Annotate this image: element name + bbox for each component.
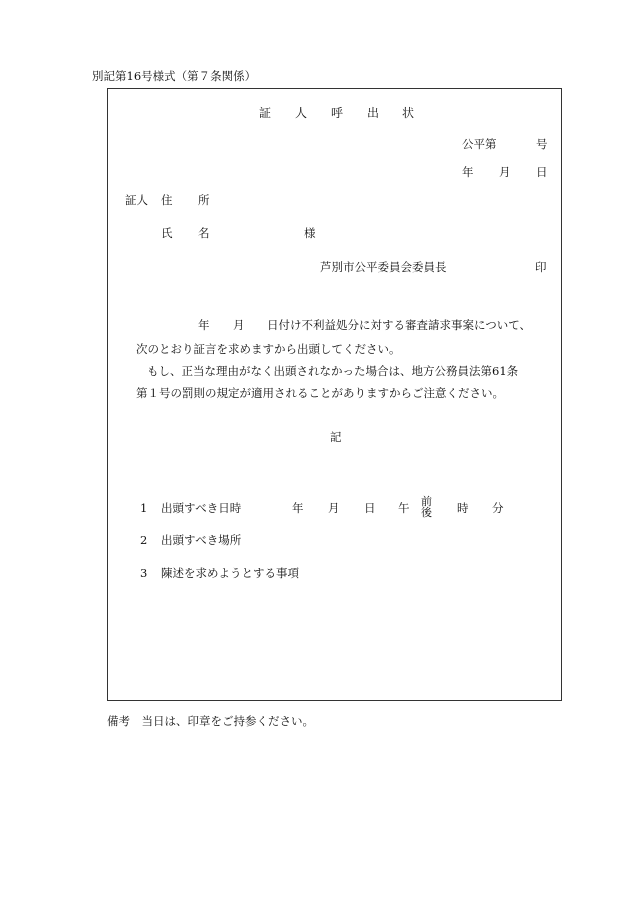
title-char-5: 状 (402, 106, 415, 120)
issuer-name: 芦別市公平委員会委員長 (320, 260, 447, 274)
body-line3: もし、正当な理由がなく出頭されなかった場合は、地方公務員法第61条 (147, 364, 519, 378)
date-year: 年 (462, 165, 474, 179)
datetime-ampm-bottom: 後 (421, 506, 432, 519)
datetime-month: 月 (328, 501, 340, 515)
body-line4: 第１号の罰則の規定が適用されることがありますからご注意ください。 (136, 386, 504, 400)
date-day: 日 (536, 165, 548, 179)
name-label-2: 名 (198, 226, 210, 240)
name-label-1: 氏 (161, 226, 173, 240)
date-month: 月 (499, 165, 511, 179)
seal-mark: 印 (535, 260, 547, 274)
datetime-ampm-stack (421, 496, 432, 518)
body-line1-text: 日付け不利益処分に対する審査請求事案について、 (267, 318, 532, 332)
footnote: 備考 当日は、印章をご持参ください。 (107, 714, 314, 728)
body-line1-month: 月 (233, 318, 245, 332)
datetime-ampm-top: 前 (421, 495, 432, 508)
witness-label: 証人 (125, 193, 148, 207)
address-label-2: 所 (198, 193, 210, 207)
item-3-number: 3 (140, 566, 148, 580)
datetime-minute: 分 (492, 501, 504, 515)
honorific-sama: 様 (304, 226, 316, 240)
title-char-2: 人 (295, 106, 308, 120)
item-1-number: 1 (140, 501, 148, 515)
item-3-label: 陳述を求めようとする事項 (161, 566, 299, 580)
datetime-hour: 時 (457, 501, 469, 515)
body-line1-year: 年 (198, 318, 210, 332)
title-char-3: 呼 (331, 106, 344, 120)
title-char-1: 証 (259, 106, 272, 120)
header-note: 別記第16号様式（第７条関係） (92, 69, 257, 83)
item-2-label: 出頭すべき場所 (161, 533, 242, 547)
item-2-number: 2 (140, 533, 148, 547)
body-line2: 次のとおり証言を求めますから出頭してください。 (136, 342, 401, 356)
ref-prefix: 公平第 (462, 137, 497, 151)
datetime-day: 日 (364, 501, 376, 515)
item-1-label: 出頭すべき日時 (161, 501, 242, 515)
address-label-1: 住 (161, 193, 173, 207)
datetime-ampm-tail: 午 (398, 501, 410, 515)
ref-suffix: 号 (536, 137, 548, 151)
title-char-4: 出 (367, 106, 380, 120)
datetime-year: 年 (292, 501, 304, 515)
ki-heading: 記 (330, 430, 342, 444)
